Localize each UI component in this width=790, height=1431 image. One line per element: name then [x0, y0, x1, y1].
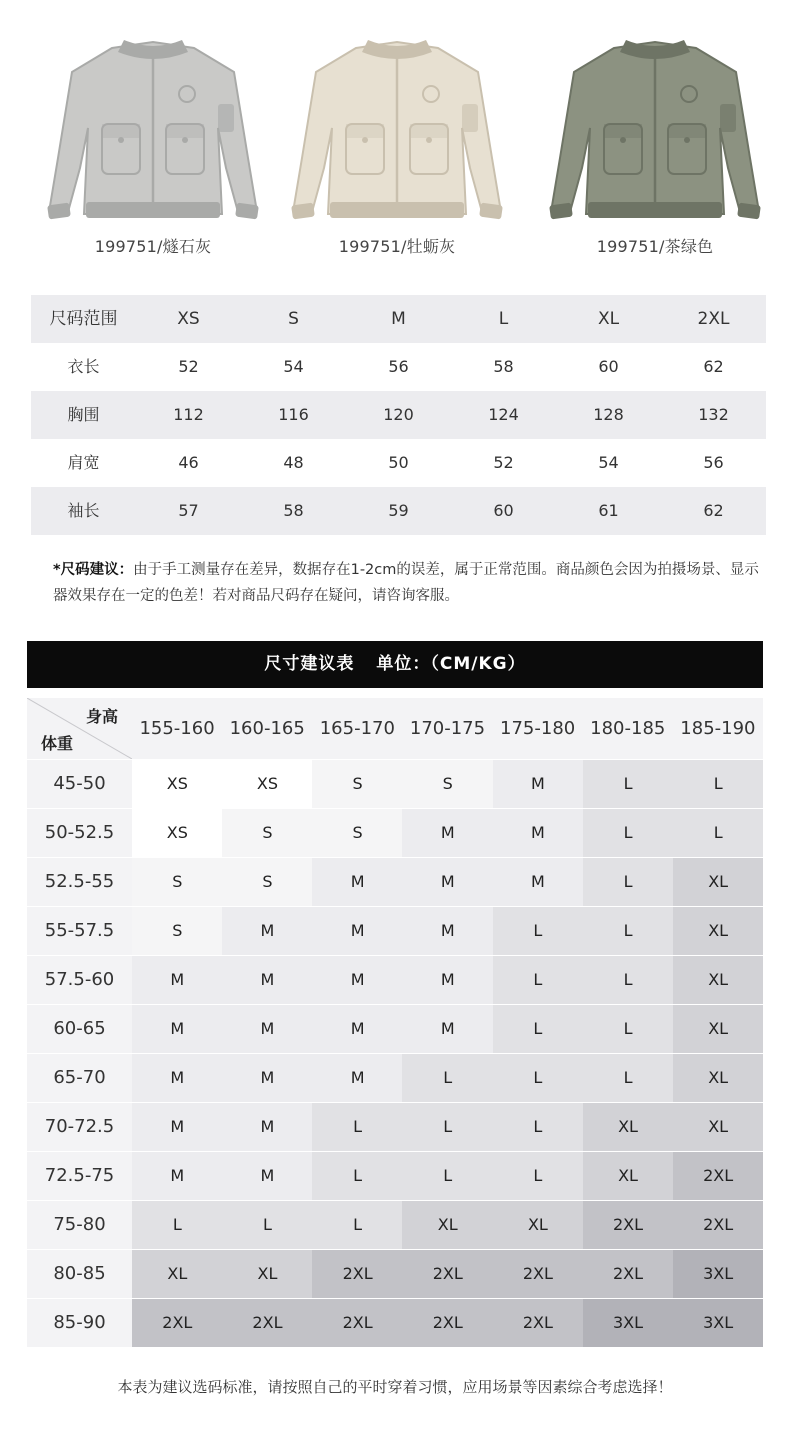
height-range-header: 185-190 [680, 718, 756, 739]
corner-cell [27, 698, 132, 759]
measure-value: 60 [493, 501, 514, 520]
recommended-size: S [132, 858, 223, 906]
size-header: M [391, 309, 406, 329]
recommended-size: 2XL [583, 1250, 674, 1298]
weight-row [27, 906, 763, 955]
recommended-size: S [222, 858, 313, 906]
size-advice-text: 由于手工测量存在差异，数据存在1-2cm的误差，属于正常范围。商品颜色会因为拍摄场景、显示器效果存在一定的色差！若对商品尺码存在疑问，请咨询客服。 [53, 562, 759, 604]
weight-range-label: 60-65 [27, 1005, 132, 1053]
measure-value: 128 [593, 405, 624, 424]
size-row [31, 343, 766, 391]
weight-row [27, 1004, 763, 1053]
size-row [31, 439, 766, 487]
size-recommendation-table [27, 698, 763, 1347]
recommended-size: XL [402, 1201, 493, 1249]
weight-range-label: 72.5-75 [27, 1152, 132, 1200]
recommended-size: M [402, 956, 493, 1004]
recommended-size: M [222, 1152, 313, 1200]
recommended-size: L [673, 809, 764, 857]
recommended-size: M [312, 858, 403, 906]
product-caption: 199751/燧石灰 [94, 237, 212, 256]
measure-value: 59 [388, 501, 409, 520]
weight-row [27, 857, 763, 906]
recommended-size: M [222, 1005, 313, 1053]
recommended-size: 2XL [312, 1250, 403, 1298]
recommended-size: XS [222, 760, 313, 808]
measure-value: 48 [283, 453, 304, 472]
weight-row [27, 1298, 763, 1347]
recommended-size: L [402, 1054, 493, 1102]
recommended-size: 2XL [583, 1201, 674, 1249]
weight-range-label: 75-80 [27, 1201, 132, 1249]
measure-value: 46 [178, 453, 199, 472]
recommended-size: L [222, 1201, 313, 1249]
recommended-size: L [402, 1103, 493, 1151]
measure-value: 52 [178, 357, 199, 376]
recommended-size: XL [493, 1201, 584, 1249]
recommended-size: 2XL [673, 1201, 764, 1249]
recommended-size: M [132, 1103, 223, 1151]
recommended-size: L [493, 1103, 584, 1151]
weight-row [27, 1249, 763, 1298]
recommended-size: L [583, 809, 674, 857]
product-caption: 199751/茶绿色 [596, 237, 714, 256]
recommended-size: L [583, 907, 674, 955]
weight-range-label: 80-85 [27, 1250, 132, 1298]
recommended-size: 3XL [673, 1250, 764, 1298]
recommended-size: L [673, 760, 764, 808]
measure-value: 112 [173, 405, 204, 424]
recommended-size: M [312, 1005, 403, 1053]
jacket-icon [286, 28, 508, 233]
recommended-size: XL [673, 858, 764, 906]
recommended-size: L [493, 1152, 584, 1200]
recommended-size: L [583, 1054, 674, 1102]
recommended-size: M [312, 956, 403, 1004]
recommended-size: S [132, 907, 223, 955]
height-range-header: 165-170 [319, 718, 395, 739]
recommended-size: XL [673, 1054, 764, 1102]
recommended-size: XL [222, 1250, 313, 1298]
weight-range-label: 52.5-55 [27, 858, 132, 906]
measure-value: 132 [698, 405, 729, 424]
jacket-icon [42, 28, 264, 233]
measure-value: 61 [598, 501, 619, 520]
recommended-size: S [402, 760, 493, 808]
recommended-size: XL [673, 1103, 764, 1151]
measure-value: 56 [703, 453, 724, 472]
size-header: 2XL [697, 309, 730, 329]
measure-value: 116 [278, 405, 309, 424]
recommended-size: M [222, 1103, 313, 1151]
height-range-header: 155-160 [139, 718, 215, 739]
recommended-size: L [583, 956, 674, 1004]
recommended-size: M [222, 907, 313, 955]
weight-range-label: 85-90 [27, 1299, 132, 1347]
weight-row [27, 808, 763, 857]
measure-value: 124 [488, 405, 519, 424]
measure-value: 54 [598, 453, 619, 472]
measure-value: 54 [283, 357, 304, 376]
height-header-row [27, 698, 763, 759]
weight-row [27, 1102, 763, 1151]
recommended-size: M [402, 858, 493, 906]
product-oyster-grey[interactable] [272, 28, 522, 268]
height-range-header: 170-175 [409, 718, 486, 739]
size-header-row [31, 295, 766, 343]
recommended-size: L [312, 1152, 403, 1200]
recommended-size: 3XL [673, 1299, 764, 1347]
recommended-size: XS [132, 760, 223, 808]
weight-row [27, 955, 763, 1004]
recommended-size: 2XL [673, 1152, 764, 1200]
weight-row [27, 1053, 763, 1102]
recommended-size: S [312, 760, 403, 808]
recommendation-title: 尺寸建议表 [264, 654, 355, 674]
weight-axis-label: 体重 [41, 734, 74, 753]
weight-range-label: 45-50 [27, 760, 132, 808]
recommended-size: M [402, 809, 493, 857]
recommended-size: 2XL [402, 1250, 493, 1298]
recommended-size: XL [583, 1152, 674, 1200]
size-advice-label: *尺码建议： [53, 562, 134, 578]
recommended-size: M [132, 956, 223, 1004]
product-flint-grey[interactable] [28, 28, 278, 268]
recommended-size: M [222, 1054, 313, 1102]
recommended-size: XL [132, 1250, 223, 1298]
recommended-size: M [132, 1005, 223, 1053]
recommended-size: M [132, 1152, 223, 1200]
size-header: L [498, 309, 509, 329]
weight-range-label: 55-57.5 [27, 907, 132, 955]
recommended-size: 2XL [402, 1299, 493, 1347]
weight-row [27, 1200, 763, 1249]
size-row [31, 487, 766, 535]
weight-range-label: 57.5-60 [27, 956, 132, 1004]
size-measurement-table [31, 295, 766, 535]
recommended-size: 2XL [493, 1250, 584, 1298]
measure-value: 60 [598, 357, 619, 376]
weight-range-label: 65-70 [27, 1054, 132, 1102]
recommended-size: L [493, 1005, 584, 1053]
recommended-size: M [222, 956, 313, 1004]
recommended-size: L [132, 1201, 223, 1249]
recommended-size: M [132, 1054, 223, 1102]
recommended-size: M [402, 907, 493, 955]
measure-value: 58 [493, 357, 514, 376]
measure-label: 袖长 [67, 501, 100, 520]
recommended-size: 2XL [493, 1299, 584, 1347]
size-header: S [288, 309, 299, 329]
measure-value: 62 [703, 501, 724, 520]
weight-row [27, 1151, 763, 1200]
recommended-size: M [402, 1005, 493, 1053]
measure-label: 衣长 [67, 357, 100, 376]
measure-value: 50 [388, 453, 409, 472]
footer-note: 本表为建议选码标准，请按照自己的平时穿着习惯，应用场景等因素综合考虑选择！ [117, 1378, 673, 1396]
product-tea-green[interactable] [530, 28, 780, 268]
height-range-header: 175-180 [500, 718, 576, 739]
recommended-size: M [493, 809, 584, 857]
recommended-size: L [312, 1103, 403, 1151]
recommended-size: M [493, 760, 584, 808]
measure-value: 56 [388, 357, 409, 376]
recommended-size: M [312, 1054, 403, 1102]
recommended-size: XL [673, 1005, 764, 1053]
recommendation-unit: 单位：（CM/KG） [376, 654, 526, 674]
weight-range-label: 50-52.5 [27, 809, 132, 857]
product-caption: 199751/牡蛎灰 [338, 237, 456, 256]
weight-row [27, 759, 763, 808]
measure-value: 58 [283, 501, 304, 520]
recommended-size: XS [132, 809, 223, 857]
measure-value: 52 [493, 453, 514, 472]
measure-value: 62 [703, 357, 724, 376]
recommended-size: XL [673, 907, 764, 955]
recommended-size: M [493, 858, 584, 906]
recommended-size: XL [583, 1103, 674, 1151]
size-advice-note [53, 557, 765, 609]
recommended-size: M [312, 907, 403, 955]
recommended-size: L [583, 1005, 674, 1053]
recommended-size: L [583, 760, 674, 808]
size-header: XS [177, 309, 200, 329]
recommended-size: L [312, 1201, 403, 1249]
recommended-size: L [493, 1054, 584, 1102]
measure-value: 120 [383, 405, 414, 424]
weight-range-label: 70-72.5 [27, 1103, 132, 1151]
jacket-icon [544, 28, 766, 233]
measure-label: 胸围 [67, 405, 100, 424]
recommended-size: L [583, 858, 674, 906]
recommended-size: XL [673, 956, 764, 1004]
recommended-size: 2XL [312, 1299, 403, 1347]
size-row [31, 391, 766, 439]
measure-label: 肩宽 [67, 453, 100, 472]
recommended-size: 2XL [222, 1299, 313, 1347]
size-range-label: 尺码范围 [49, 309, 118, 329]
recommended-size: S [222, 809, 313, 857]
recommended-size: L [402, 1152, 493, 1200]
recommended-size: L [493, 956, 584, 1004]
recommended-size: L [493, 907, 584, 955]
size-header: XL [597, 309, 620, 329]
product-gallery [0, 0, 790, 270]
recommendation-header [27, 641, 763, 688]
height-range-header: 180-185 [590, 718, 666, 739]
recommended-size: 3XL [583, 1299, 674, 1347]
measure-value: 57 [178, 501, 199, 520]
height-axis-label: 身高 [85, 707, 118, 726]
height-range-header: 160-165 [229, 718, 305, 739]
recommended-size: S [312, 809, 403, 857]
recommended-size: 2XL [132, 1299, 223, 1347]
